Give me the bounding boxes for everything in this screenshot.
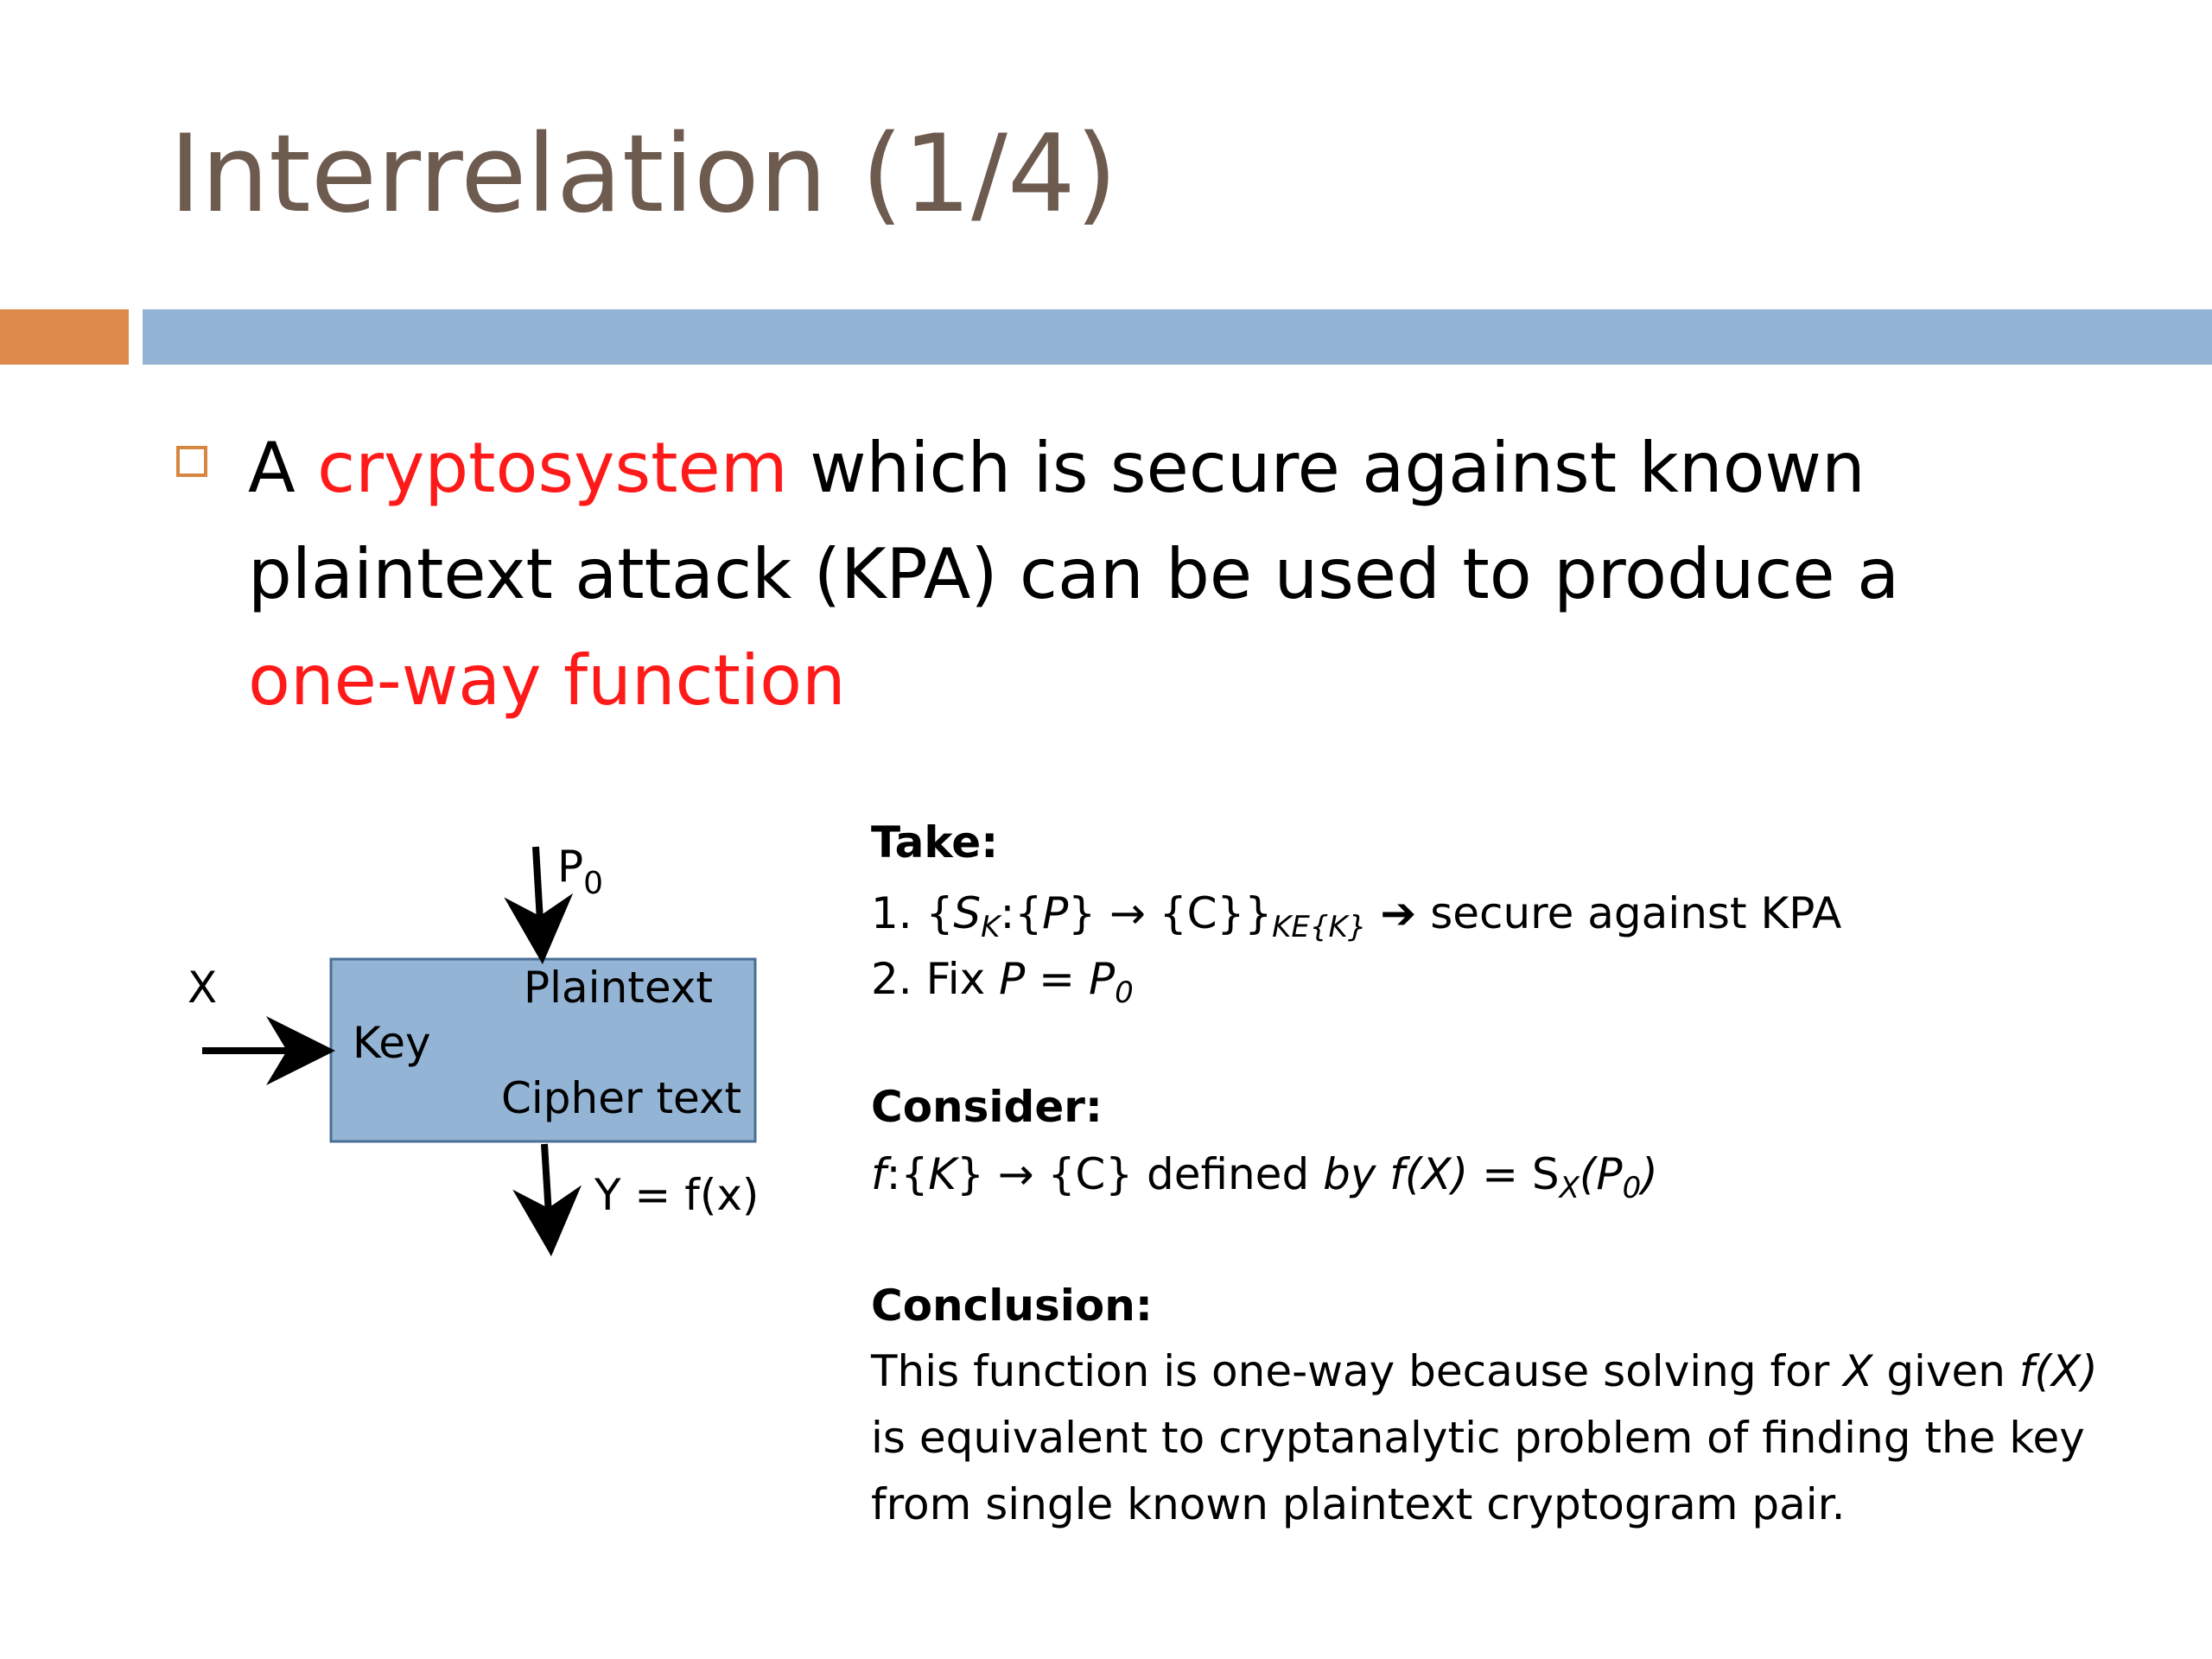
bullet-text [248, 415, 2063, 734]
ciphertext-label: Cipher text [501, 1073, 742, 1123]
take-line-2: 2. Fix $P = P_0$ [871, 954, 1134, 1010]
implies-arrow-icon: ➔ [1380, 888, 1417, 938]
output-label: Y = f(x) [594, 1170, 760, 1220]
conclusion-line-2: is equivalent to cryptanalytic problem of finding the key [871, 1413, 2085, 1463]
bullet-square-icon [176, 446, 207, 477]
conclusion-line-1: This function is one-way because solving for X given f(X) [871, 1346, 2098, 1396]
plaintext-label: Plaintext [524, 963, 713, 1013]
title-divider-bar [143, 309, 2212, 365]
key-label: Key [353, 1018, 431, 1068]
conclusion-heading: Conclusion: [871, 1281, 1153, 1331]
cipher-diagram [0, 812, 830, 1279]
x-label: X [188, 963, 218, 1013]
bullet-part-2: which is secure against known plaintext attack (KPA) can be used to produce a [248, 428, 1900, 614]
bullet-part-1: A [248, 428, 318, 508]
p0-label: $P_0$ [557, 842, 604, 901]
title-accent-bar [0, 309, 129, 365]
slide-title: Interrelation (1/4) [169, 112, 1118, 237]
conclusion-line-3: from single known plaintext cryptogram pair. [871, 1479, 1846, 1529]
take-heading: Take: [871, 817, 999, 868]
bullet-highlight-one-way-function: one-way function [248, 640, 846, 721]
output-arrow [544, 1144, 550, 1243]
plaintext-input-arrow [536, 847, 542, 950]
consider-line: f:{K} → {C} defined by $f(X) = S_X(P_0)$ [871, 1149, 1658, 1205]
consider-heading: Consider: [871, 1082, 1103, 1132]
bullet-highlight-cryptosystem: cryptosystem [317, 428, 788, 508]
take-line-1: 1. $\{S_K:\{P\} \to \{C\}\}_{KE\{K\}}$ ➔ secure against KPA [871, 888, 1842, 944]
